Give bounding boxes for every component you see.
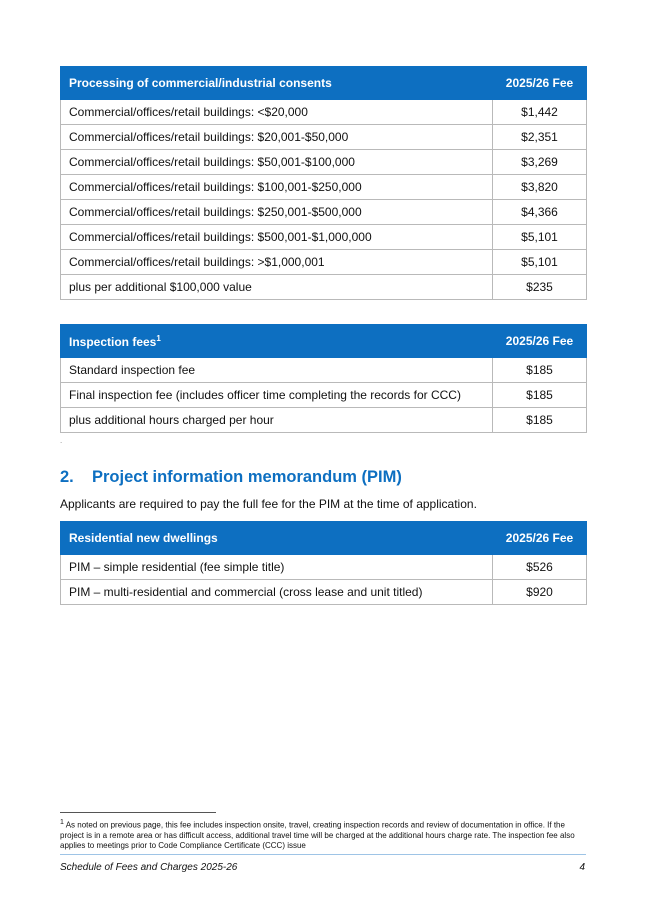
section-title: Project information memorandum (PIM) [92,468,402,486]
footnote-text: As noted on previous page, this fee includes inspection onsite, travel, creating inspection records and review of documentation in office. If the project is in a remote area or has difficult access, additional travel time will be charged at the additional hours charge rate. The inspection fee also applies to meetings prior to Code Compliance Certificate (CCC) issue [60,820,575,850]
column-header-fee: 2025/26 Fee [493,325,587,358]
row-label: PIM – simple residential (fee simple title) [61,555,493,580]
row-fee: $3,269 [493,150,587,175]
row-fee: $235 [493,275,587,300]
row-label: Commercial/offices/retail buildings: $250,001-$500,000 [61,200,493,225]
page-number: 4 [579,862,585,873]
table-row [61,100,587,125]
row-fee: $185 [493,408,587,433]
row-label: Commercial/offices/retail buildings: $100,001-$250,000 [61,175,493,200]
table-row [61,275,587,300]
row-fee: $4,366 [493,200,587,225]
column-header-description: Residential new dwellings [61,522,493,555]
section-heading [60,468,402,487]
section-intro: Applicants are required to pay the full fee for the PIM at the time of application. [60,497,477,511]
inspection-fees-table [60,324,587,433]
row-label: Commercial/offices/retail buildings: $500,001-$1,000,000 [61,225,493,250]
column-header-description [61,325,493,358]
footer-document-title: Schedule of Fees and Charges 2025-26 [60,862,238,873]
row-fee: $920 [493,580,587,605]
column-header-fee: 2025/26 Fee [493,67,587,100]
row-label: plus additional hours charged per hour [61,408,493,433]
section-number: 2. [60,468,74,486]
row-fee: $5,101 [493,250,587,275]
table-row [61,125,587,150]
row-fee: $5,101 [493,225,587,250]
row-label: Commercial/offices/retail buildings: $50,001-$100,000 [61,150,493,175]
table-header-row [61,67,587,100]
table-row [61,175,587,200]
row-fee: $185 [493,383,587,408]
stray-mark: . [60,436,63,445]
row-fee: $2,351 [493,125,587,150]
header-text: Inspection fees [69,334,157,349]
row-label: PIM – multi-residential and commercial (cross lease and unit titled) [61,580,493,605]
row-fee: $1,442 [493,100,587,125]
row-label: Commercial/offices/retail buildings: >$1,000,001 [61,250,493,275]
footnote [60,818,586,851]
row-label: Final inspection fee (includes officer time completing the records for CCC) [61,383,493,408]
table-header-row [61,522,587,555]
row-fee: $526 [493,555,587,580]
table-row [61,200,587,225]
row-fee: $3,820 [493,175,587,200]
table-row [61,383,587,408]
table-row [61,555,587,580]
table-row [61,580,587,605]
row-fee: $185 [493,358,587,383]
table-row [61,250,587,275]
row-label: plus per additional $100,000 value [61,275,493,300]
footnote-marker: 1 [60,819,64,826]
column-header-fee: 2025/26 Fee [493,522,587,555]
table-row [61,408,587,433]
row-label: Commercial/offices/retail buildings: $20,001-$50,000 [61,125,493,150]
commercial-consents-table [60,66,587,300]
footer-divider [60,854,586,855]
table-row [61,150,587,175]
table-header-row [61,325,587,358]
residential-dwellings-table [60,521,587,605]
column-header-description: Processing of commercial/industrial consents [61,67,493,100]
table-row [61,358,587,383]
row-label: Standard inspection fee [61,358,493,383]
row-label: Commercial/offices/retail buildings: <$20,000 [61,100,493,125]
footnote-divider [60,812,216,813]
table-row [61,225,587,250]
footnote-reference[interactable]: 1 [156,333,161,343]
